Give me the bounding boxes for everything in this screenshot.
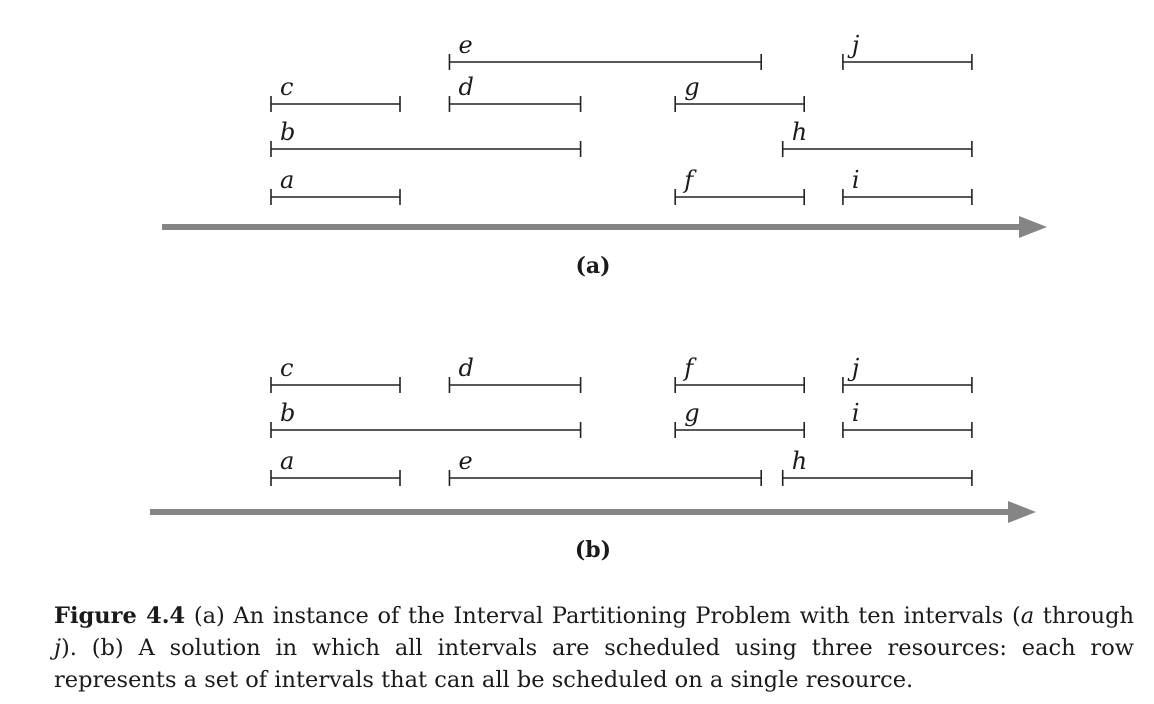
interval-label: b [280, 118, 296, 146]
interval-f-b [675, 354, 804, 393]
time-axis-arrowhead-b [1008, 501, 1036, 523]
interval-g-b [675, 399, 804, 438]
interval-label: d [458, 354, 474, 382]
interval-c-a [271, 73, 400, 112]
interval-c-b [271, 354, 400, 393]
interval-label: i [851, 166, 860, 194]
interval-g-a [675, 73, 804, 112]
caption-text-1: (a) An instance of the Interval Partitioning Problem with ten intervals ( [185, 603, 1021, 629]
interval-b-a [271, 118, 581, 157]
caption-text-3: ). (b) A solution in which all intervals are scheduled using three resources: each row represents a set of intervals that can all be scheduled on a single resource. [54, 635, 1134, 693]
panel-a [162, 31, 1047, 279]
interval-label: d [458, 73, 474, 101]
interval-label: c [280, 354, 294, 382]
interval-i-b [843, 399, 972, 438]
interval-e-b [449, 447, 761, 486]
interval-label: j [851, 31, 860, 59]
interval-j-b [843, 354, 972, 393]
figure-number: Figure 4.4 [54, 603, 186, 629]
interval-label: f [684, 166, 694, 194]
interval-h-a [783, 118, 972, 157]
panel-b [150, 354, 1036, 563]
interval-label: a [280, 166, 295, 194]
interval-label: b [280, 399, 296, 427]
interval-d-b [449, 354, 580, 393]
interval-label: g [684, 399, 700, 427]
interval-label: e [458, 31, 473, 59]
interval-label: f [684, 354, 694, 382]
caption-text-2: through [1034, 603, 1135, 629]
figure-caption [54, 600, 1134, 696]
interval-label: a [280, 447, 295, 475]
interval-a-b [271, 447, 400, 486]
interval-label: h [791, 118, 808, 146]
interval-i-a [843, 166, 972, 205]
intervals-b [271, 354, 972, 486]
intervals-a [271, 31, 972, 205]
interval-label: e [458, 447, 473, 475]
caption-first-interval: a [1020, 603, 1035, 629]
panel-label-b: (b) [574, 537, 612, 563]
interval-label: g [684, 73, 700, 101]
interval-f-a [675, 166, 804, 205]
interval-label: j [851, 354, 860, 382]
interval-j-a [843, 31, 972, 70]
interval-label: h [791, 447, 808, 475]
interval-label: i [851, 399, 860, 427]
interval-label: c [280, 73, 294, 101]
time-axis-arrowhead-a [1019, 216, 1047, 238]
interval-h-b [783, 447, 972, 486]
interval-d-a [449, 73, 580, 112]
caption-last-interval: j [54, 635, 61, 661]
interval-a-a [271, 166, 400, 205]
panel-label-a: (a) [575, 253, 611, 279]
interval-e-a [449, 31, 761, 70]
interval-b-b [271, 399, 581, 438]
